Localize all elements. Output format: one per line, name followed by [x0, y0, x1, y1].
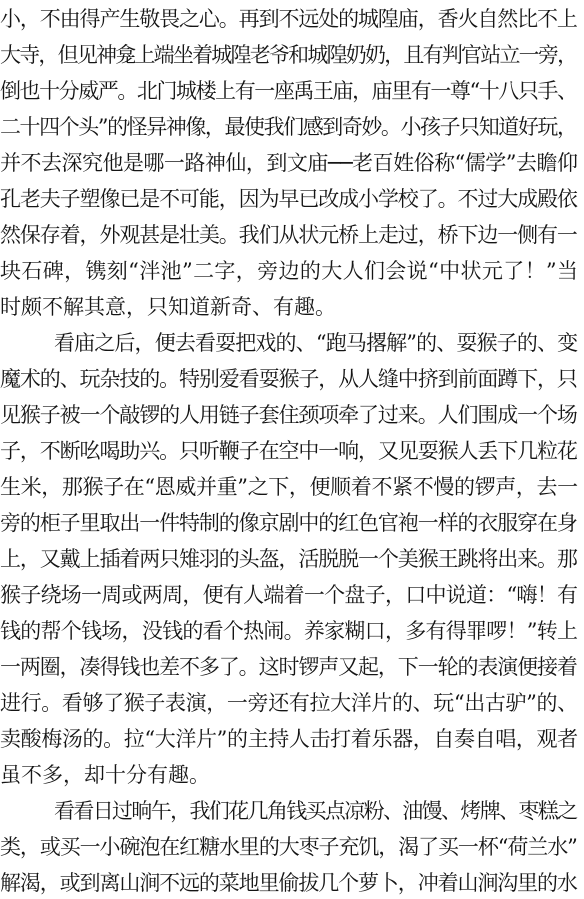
text-line: 大寺，但见神龛上端坐着城隍老爷和城隍奶奶，且有判官站立一旁，	[0, 43, 577, 67]
text-line: 解渴，或到离山涧不远的菜地里偷拔几个萝卜，冲着山涧沟里的水	[0, 871, 577, 895]
text-line: 时颇不解其意，只知道新奇、有趣。	[0, 295, 336, 319]
text-line: 类，或买一小碗泡在红糖水里的大枣子充饥，渴了买一杯“荷兰水”	[0, 835, 577, 859]
text-line: 子，不断吆喝助兴。只听鞭子在空中一响，又见耍猴人丢下几粒花	[0, 439, 577, 463]
text-line: 块石碑，镌刻“泮池”二字，旁边的大人们会说“中状元了！”当	[0, 259, 579, 283]
text-line: 钱的帮个钱场，没钱的看个热闹。养家糊口，多有得罪啰！”转上	[0, 619, 578, 643]
text-line: 魔术的、玩杂技的。特别爱看耍猴子，从人缝中挤到前面蹲下，只	[0, 367, 577, 391]
paragraph-first-line: 看看日过晌午，我们花几角钱买点凉粉、油馒、烤牌、枣糕之	[54, 799, 577, 823]
text-line: 小，不由得产生敬畏之心。再到不远处的城隍庙，香火自然比不上	[0, 7, 577, 31]
text-line: 二十四个头”的怪异神像，最使我们感到奇妙。小孩子只知道好玩，	[0, 115, 577, 139]
text-line: 猴子绕场一周或两周，便有人端着一个盘子，口中说道：“嗨！有	[0, 583, 578, 607]
text-line: 卖酸梅汤的。拉“大洋片”的主持人击打着乐器，自奏自唱，观者	[0, 727, 578, 751]
text-line: 孔老夫子塑像已是不可能，因为早已改成小学校了。不过大成殿依	[0, 187, 577, 211]
text-line: 倒也十分威严。北门城楼上有一座禹王庙，庙里有一尊“十八只手、	[0, 79, 577, 103]
text-line: 一两圈，凑得钱也差不多了。这时锣声又起，下一轮的表演便接着	[0, 655, 577, 679]
text-line: 见猴子被一个敲锣的人用链子套住颈项牵了过来。人们围成一个场	[0, 403, 577, 427]
text-line: 进行。看够了猴子表演，一旁还有拉大洋片的、玩“出古驴”的、	[0, 691, 578, 715]
text-line: 旁的柜子里取出一件特制的像京剧中的红色官袍一样的衣服穿在身	[0, 511, 577, 535]
paragraph-first-line: 看庙之后，便去看耍把戏的、“跑马撂解”的、耍猴子的、变	[54, 331, 578, 355]
text-line: 然保存着，外观甚是壮美。我们从状元桥上走过，桥下边一侧有一	[0, 223, 577, 247]
text-line: 并不去深究他是哪一路神仙，到文庙──老百姓俗称“儒学”去瞻仰	[0, 151, 578, 175]
text-line: 虽不多，却十分有趣。	[0, 763, 210, 787]
text-line: 生米，那猴子在“恩威并重”之下，便顺着不紧不慢的锣声，去一	[0, 475, 578, 499]
text-line: 上，又戴上插着两只雉羽的头盔，活脱脱一个美猴王跳将出来。那	[0, 547, 577, 571]
